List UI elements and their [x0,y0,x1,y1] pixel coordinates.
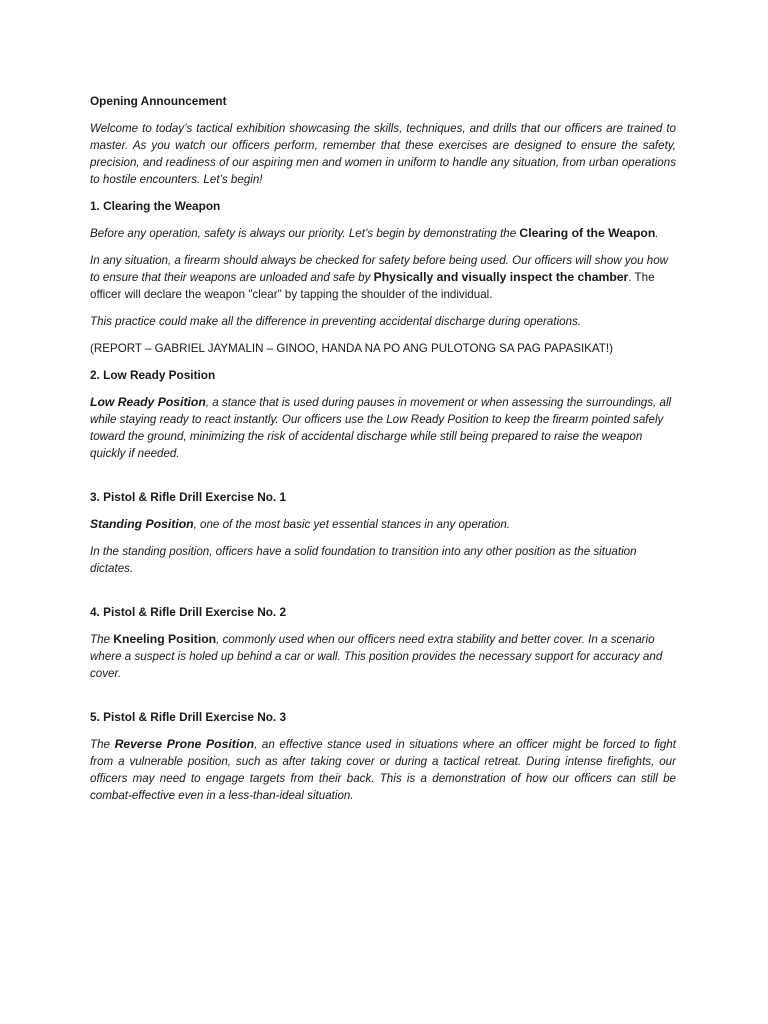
opening-heading: Opening Announcement [90,94,227,108]
exercise-2-heading: 4. Pistol & Rifle Drill Exercise No. 2 [90,605,287,619]
opening-paragraph: Welcome to today’s tactical exhibition showcasing the skills, techniques, and drills that our officers are trained to master. As you watch our officers perform, remember that these exercises are designed to ensure the safety, precision, and readiness of our aspiring men and women in uniform to handle any situation, from urban operations to hostile encounters. Let’s begin! [90,122,676,186]
blank-line [90,587,676,604]
clearing-p2-end: . The officer will declare the weapon "clear" by tapping the shoulder of the individual. [90,271,655,301]
clearing-paragraph-2 [90,252,676,303]
clearing-paragraph-1 [90,225,676,242]
exercise-3-text: , an effective stance used in situations where an officer might be forced to fight from a vulnerable position, such as after taking cover or during a tactical retreat. During intense firefights, our officers may need to engage targets from their back. This is a demonstration of how our officers can still be combat-effective even in a less-than-ideal situation. [90,738,676,802]
clearing-p2-emphasis: Physically and visually inspect the chamber [373,270,629,284]
exercise-1-paragraph-1 [90,516,676,533]
exercise-3-paragraph [90,736,676,804]
exercise-3-emphasis: Reverse Prone Position [114,737,255,751]
document-body [90,93,676,814]
blank-line [90,692,676,709]
clearing-paragraph-3: This practice could make all the difference in preventing accidental discharge during operations. [90,315,582,328]
exercise-3-lead: The [90,738,115,751]
exercise-2-paragraph [90,631,676,682]
exercise-2-emphasis: Kneeling Position [113,632,217,646]
clearing-p2-text: In any situation, a firearm should always be checked for safety before being used. Our officers will show you how to ensure that their weapons are unloaded and safe by [90,254,669,284]
low-ready-text: , a stance that is used during pauses in movement or when assessing the surroundings, all while staying ready to react instantly. Our officers use the Low Ready Position to keep the firearm pointed safely toward the ground, minimizing the risk of accidental discharge while still being prepared to raise the weapon quickly if needed. [90,396,672,460]
exercise-1-text: , one of the most basic yet essential stances in any operation. [193,518,511,531]
exercise-3-heading: 5. Pistol & Rifle Drill Exercise No. 3 [90,710,287,724]
exercise-1-heading: 3. Pistol & Rifle Drill Exercise No. 1 [90,490,287,504]
clearing-heading: 1. Clearing the Weapon [90,199,221,213]
exercise-1-paragraph-2: In the standing position, officers have a solid foundation to transition into any other position as the situation dictates. [90,545,637,575]
exercise-2-lead: The [90,633,114,646]
clearing-p1-emphasis: Clearing of the Weapon [519,226,656,240]
exercise-1-emphasis: Standing Position [90,517,194,531]
low-ready-emphasis: Low Ready Position [90,395,206,409]
low-ready-paragraph [90,394,676,462]
report-line: (REPORT – GABRIEL JAYMALIN – GINOO, HANDA NA PO ANG PULOTONG SA PAG PAPASIKAT!) [90,342,613,355]
clearing-p1-end: . [655,227,659,240]
clearing-p1-text: Before any operation, safety is always our priority. Let’s begin by demonstrating the [90,227,520,240]
low-ready-heading: 2. Low Ready Position [90,368,216,382]
blank-line [90,472,676,489]
exercise-2-text: , commonly used when our officers need extra stability and better cover. In a scenario where a suspect is holed up behind a car or wall. This position provides the necessary support for accuracy and cover. [90,633,663,680]
